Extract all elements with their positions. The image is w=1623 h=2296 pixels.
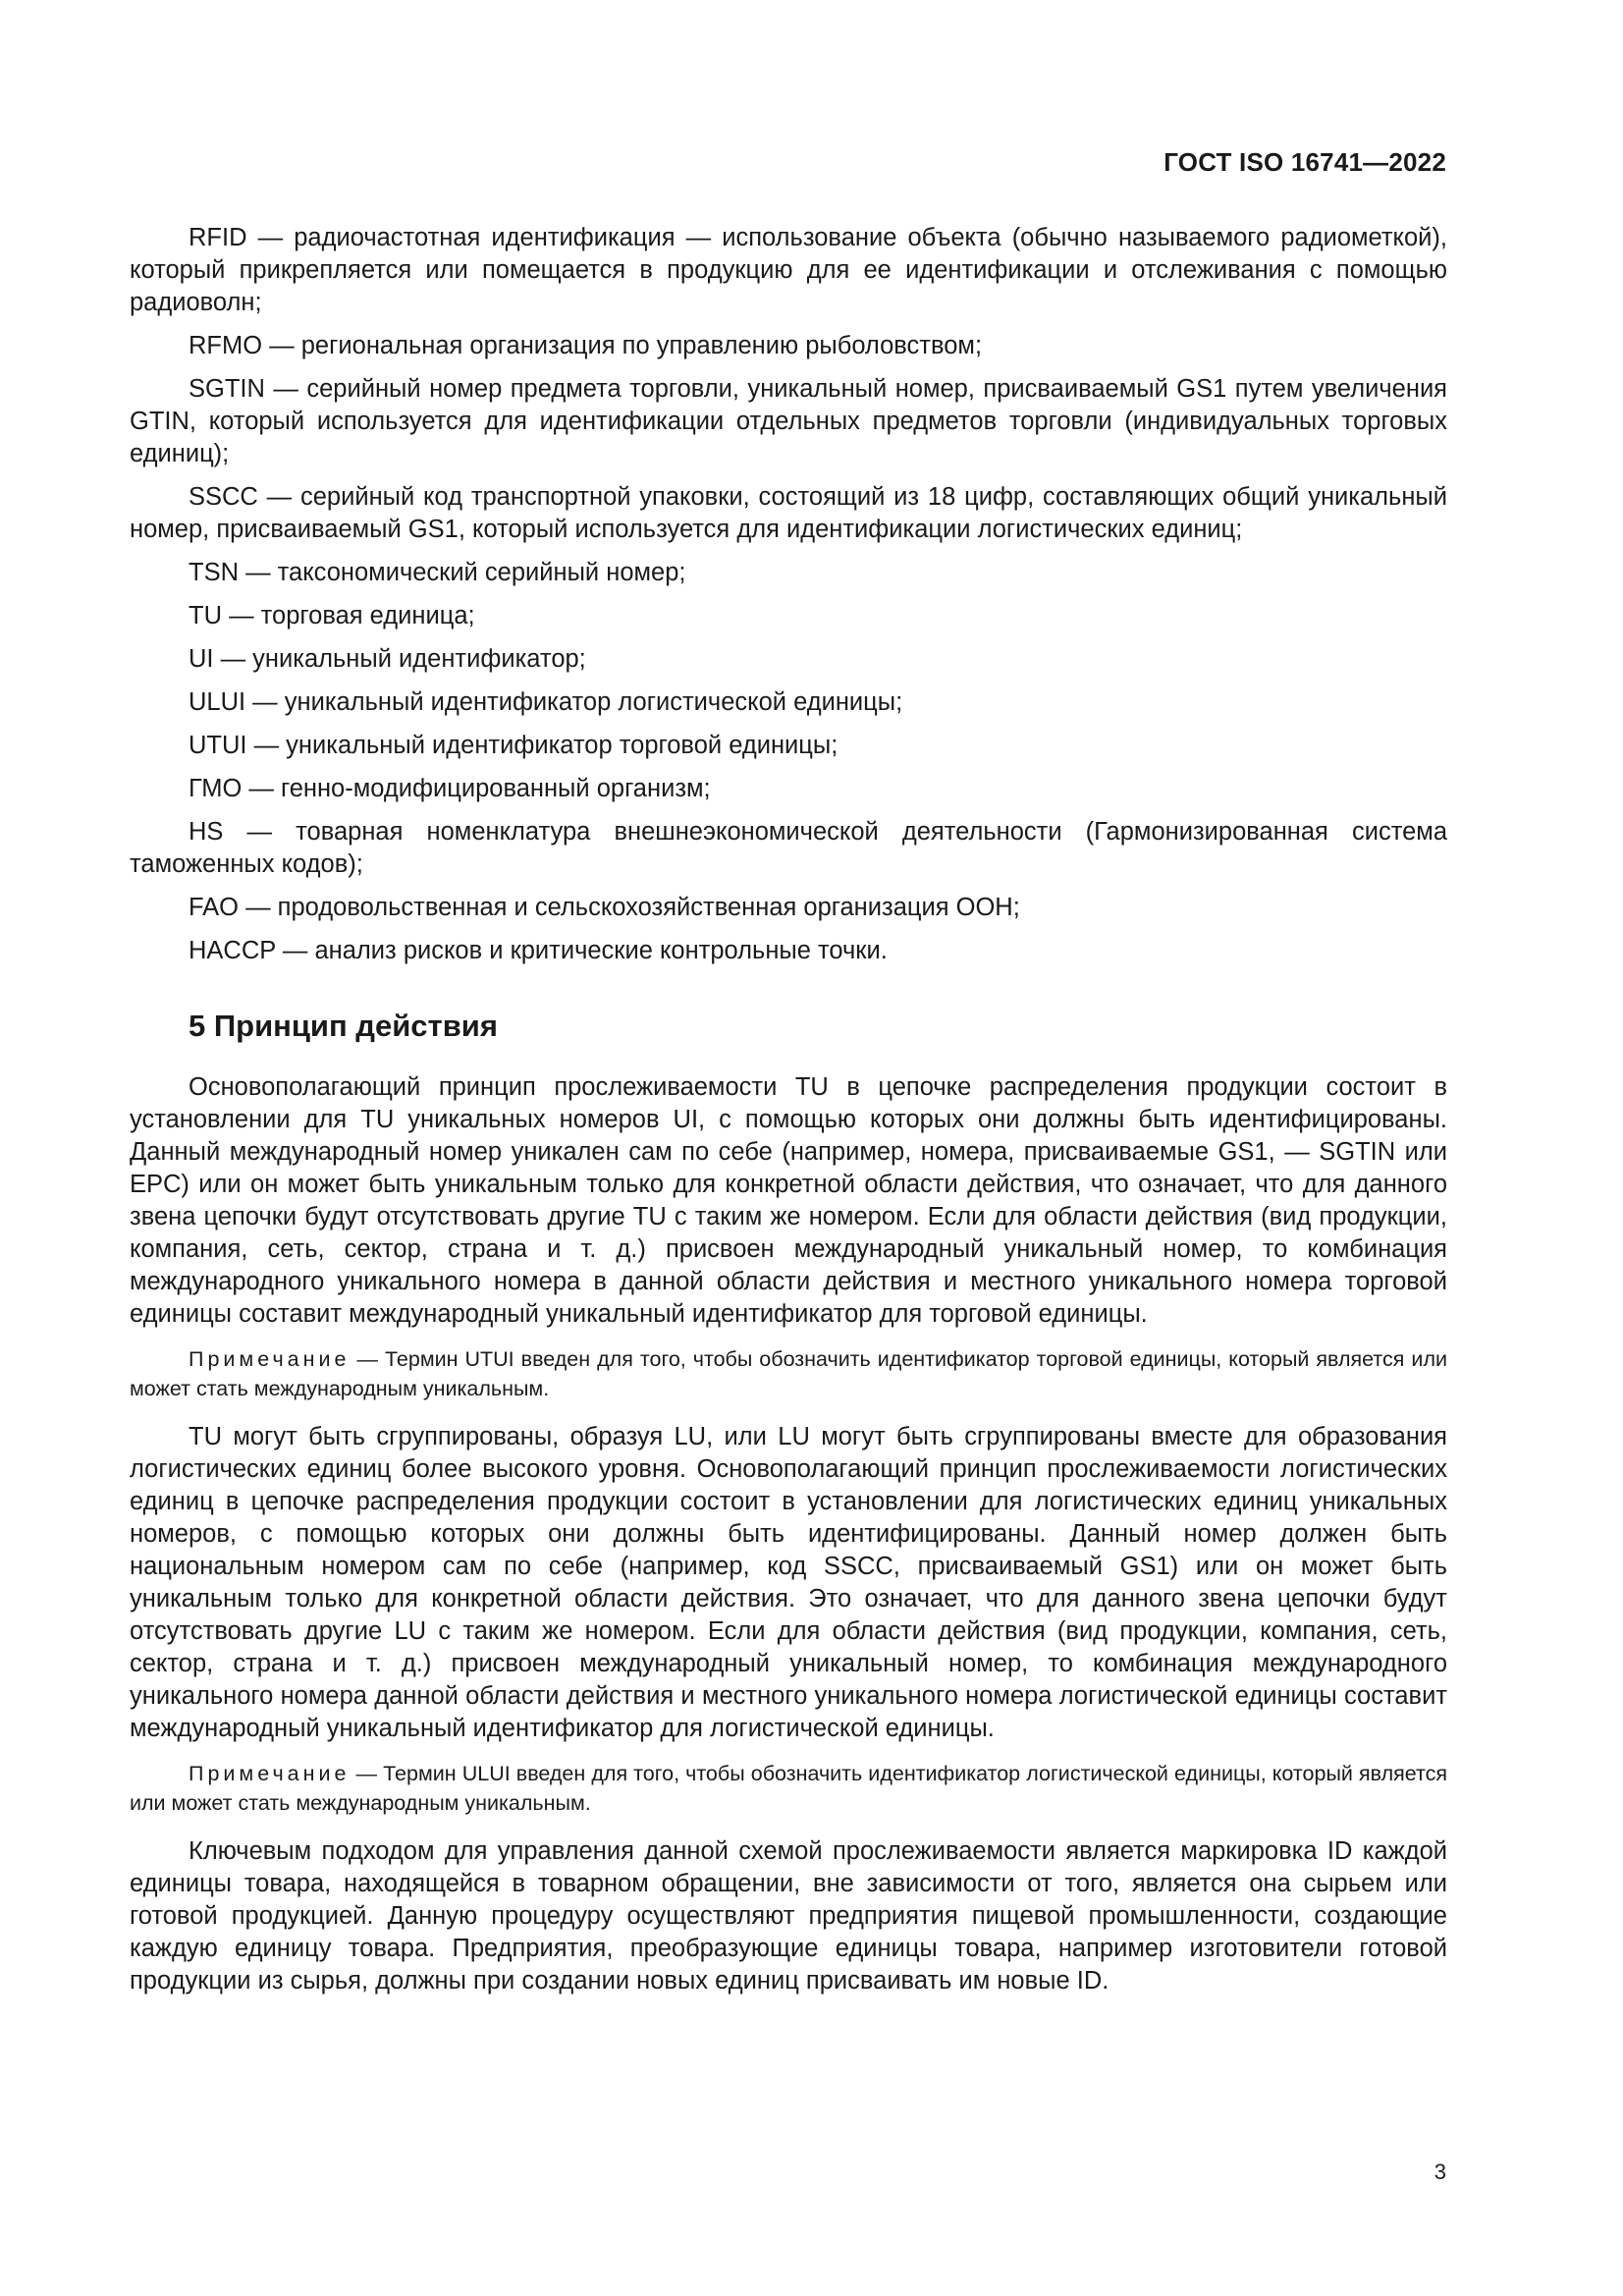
section-paragraph-1: Основополагающий принцип прослеживаемости TU в цепочке распределения продукции состоит в установлении для TU уникальных номеров UI, с помощью которых они должны быть идентифицированы. Данный международный номер уникален сам по себе (например, номера, присваиваемые GS1, — SGTIN или EPC) или он может быть уникальным только для конкретной области действия, что означает, что для данного звена цепочки будут отсутствовать другие TU с таким же номером. Если для области действия (вид продукции, компания, сеть, сектор, страна и т. д.) присвоен международный уникальный номер, то комбинация международного уникального номера в данной области действия и местного уникального номера торговой единицы составит международный уникальный идентификатор для торговой единицы. <box>130 1073 1447 1328</box>
note-text: — Термин ULUI введен для того, чтобы обозначить идентификатор логистической единицы, который является или может стать международным уникальным. <box>130 1762 1447 1815</box>
abbreviation-rfid: RFID — радиочастотная идентификация — использование объекта (обычно называемого радиометкой), который прикрепляется или помещается в продукцию для ее идентификации и отслеживания с помощью радиоволн; <box>130 224 1447 316</box>
note-label: Примечание <box>189 1347 351 1371</box>
note-label: Примечание <box>189 1762 351 1785</box>
section-paragraph-3: Ключевым подходом для управления данной схемой прослеживаемости является маркировка ID каждой единицы товара, находящейся в товарном обращении, вне зависимости от того, является она сырьем или готовой продукцией. Данную процедуру осуществляют предприятия пищевой промышленности, создающие каждую единицу товара. Предприятия, преобразующие единицы товара, например изготовители готовой продукции из сырья, должны при создании новых единиц присваивать им новые ID. <box>130 1837 1447 1995</box>
page-number: 3 <box>1434 2159 1446 2184</box>
note-1 <box>130 1344 1447 1403</box>
abbreviation-tu: TU — торговая единица; <box>189 602 475 629</box>
abbreviation-sscc: SSCC — серийный код транспортной упаковки, состоящий из 18 цифр, составляющих общий уникальный номер, присваиваемый GS1, который используется для идентификации логистических единиц; <box>130 483 1447 543</box>
document-code-header: ГОСТ ISO 16741—2022 <box>1163 147 1446 177</box>
abbreviation-sgtin: SGTIN — серийный номер предмета торговли, уникальный номер, присваиваемый GS1 путем увеличения GTIN, который используется для идентификации отдельных предметов торговли (индивидуальных торговых единиц); <box>130 375 1447 467</box>
abbreviation-haccp: HACCP — анализ рисков и критические контрольные точки. <box>189 937 888 964</box>
abbreviation-ului: ULUI — уникальный идентификатор логистической единицы; <box>189 688 903 716</box>
abbreviation-hs: HS — товарная номенклатура внешнеэкономической деятельности (Гармонизированная система таможенных кодов); <box>130 818 1447 878</box>
note-text: — Термин UTUI введен для того, чтобы обозначить идентификатор торговой единицы, который является или может стать международным уникальным. <box>130 1347 1447 1400</box>
abbreviation-tsn: TSN — таксономический серийный номер; <box>189 559 686 586</box>
abbreviation-gmo: ГМО — генно-модифицированный организм; <box>189 775 711 802</box>
page-content <box>130 222 1447 2011</box>
section-title: 5 Принцип действия <box>189 1009 498 1043</box>
abbreviation-rfmo: RFMO — региональная организация по управлению рыболовством; <box>189 332 983 359</box>
abbreviation-ui: UI — уникальный идентификатор; <box>189 645 586 673</box>
note-2 <box>130 1759 1447 1818</box>
abbreviation-fao: FAO — продовольственная и сельскохозяйственная организация ООН; <box>189 894 1020 921</box>
abbreviation-utui: UTUI — уникальный идентификатор торговой единицы; <box>189 732 839 759</box>
section-paragraph-2: TU могут быть сгруппированы, образуя LU, или LU могут быть сгруппированы вместе для образования логистических единиц более высокого уровня. Основополагающий принцип прослеживаемости логистических единиц в цепочке распределения продукции состоит в установлении для логистических единиц уникальных номеров, с помощью которых они должны быть идентифицированы. Данный номер должен быть национальным номером сам по себе (например, код SSCC, присваиваемый GS1) или он может быть уникальным только для конкретной области действия. Это означает, что для данного звена цепочки будут отсутствовать другие LU с таким же номером. Если для области действия (вид продукции, компания, сеть, сектор, страна и т. д.) присвоен международный уникальный номер, то комбинация международного уникального номера данной области действия и местного уникального номера логистической единицы составит международный уникальный идентификатор для логистической единицы. <box>130 1423 1447 1742</box>
